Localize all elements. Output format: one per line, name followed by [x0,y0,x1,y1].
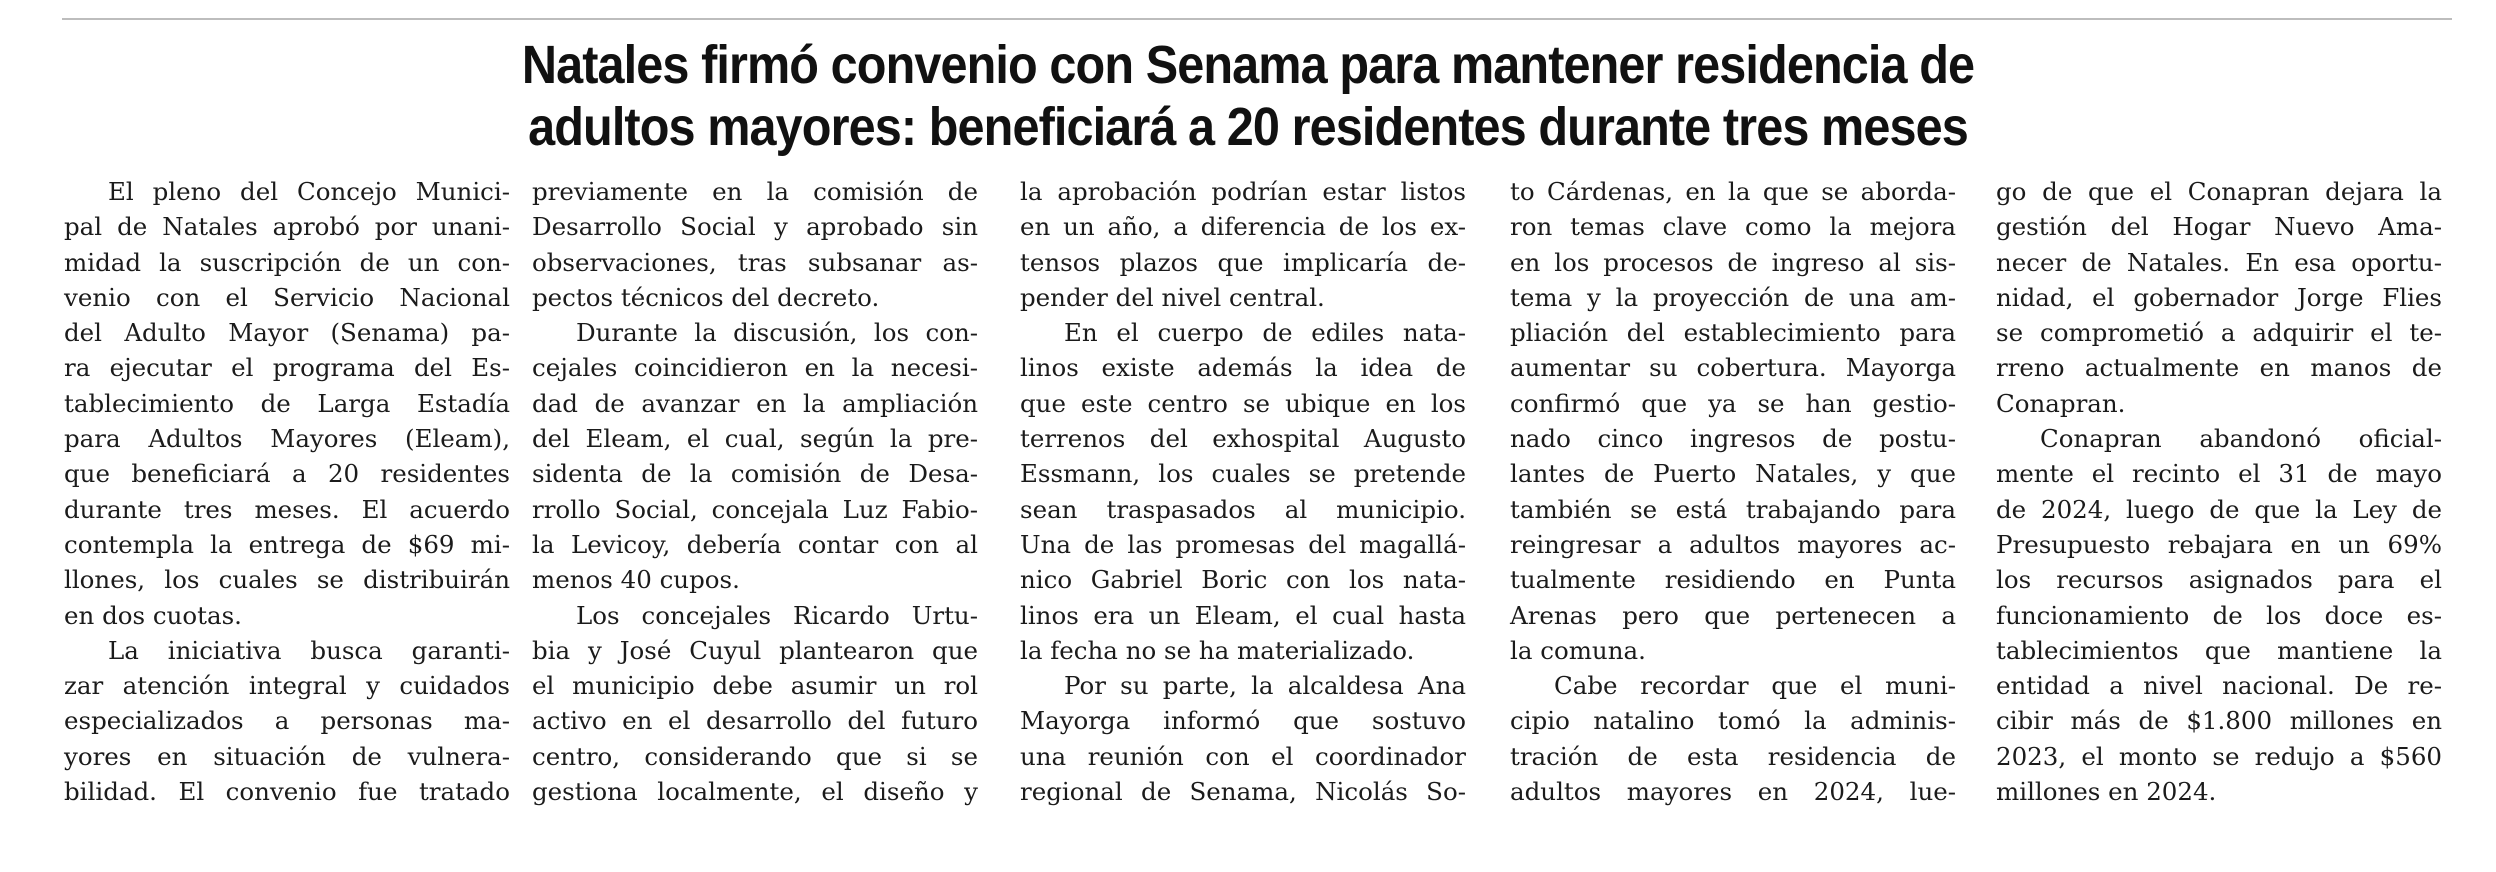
text-line: del Adulto Mayor (Senama) pa- [64,318,510,348]
text-line: tema y la proyección de una am- [1510,282,1956,312]
text-line: que beneficiará a 20 residentes [64,459,510,489]
text-line: cibir más de $1.800 millones en [1996,706,2442,736]
text-line: Arenas pero que pertenecen a [1510,600,1956,630]
text-line: tablecimiento de Larga Estadía [64,388,510,418]
text-line: en dos cuotas. [64,600,242,630]
text-line: reingresar a adultos mayores ac- [1510,529,1956,559]
text-line: gestión del Hogar Nuevo Ama- [1996,212,2442,242]
text-line: Mayorga informó que sostuvo [1020,706,1466,736]
text-line: previamente en la comisión de [532,177,978,206]
text-line: tensos plazos que implicaría de- [1020,247,1466,277]
text-line: activo en el desarrollo del futuro [532,706,978,736]
text-line: la Levicoy, debería contar con al [532,529,978,559]
text-line: to Cárdenas, en la que se aborda- [1510,177,1956,206]
text-line: la aprobación podrían estar listos [1020,177,1466,206]
text-line: cejales coincidieron en la necesi- [532,353,978,383]
text-line: lantes de Puerto Natales, y que [1510,459,1956,489]
text-line: contempla la entrega de $69 mi- [64,529,510,559]
text-line: regional de Senama, Nicolás So- [1020,777,1466,807]
text-line: observaciones, tras subsanar as- [532,247,978,277]
text-line: Presupuesto rebajara en un 69% [1996,529,2442,559]
text-line: sidenta de la comisión de Desa- [532,459,978,489]
text-line: los recursos asignados para el [1996,565,2442,595]
article-column-3 [1020,174,1466,809]
text-line: pender del nivel central. [1020,282,1325,312]
text-line: millones en 2024. [1996,777,2217,807]
text-line: ra ejecutar el programa del Es- [64,353,510,383]
text-line: gestiona localmente, el diseño y [532,777,978,807]
text-line: confirmó que ya se han gestio- [1510,388,1956,418]
text-line: cipio natalino tomó la adminis- [1510,706,1956,736]
text-line: El pleno del Concejo Munici- [108,177,510,206]
text-line: la comuna. [1510,635,1646,665]
article-column-4 [1510,174,1956,809]
text-line: Por su parte, la alcaldesa Ana [1064,671,1466,701]
text-line: nidad, el gobernador Jorge Flies [1996,282,2442,312]
article-column-1 [64,174,510,809]
text-line: linos era un Eleam, el cual hasta [1020,600,1466,630]
text-line: Los concejales Ricardo Urtu- [576,600,978,630]
text-line: sean traspasados al municipio. [1020,494,1466,524]
text-line: que este centro se ubique en los [1020,388,1466,418]
text-line: linos existe además la idea de [1020,353,1466,383]
text-line: también se está trabajando para [1510,494,1956,524]
text-line: rreno actualmente en manos de [1996,353,2442,383]
article-column-2 [532,174,978,809]
text-line: funcionamiento de los doce es- [1996,600,2442,630]
text-line: aumentar su cobertura. Mayorga [1510,353,1956,383]
text-line: llones, los cuales se distribuirán [64,565,510,595]
text-line: menos 40 cupos. [532,565,740,595]
text-line: una reunión con el coordinador [1020,741,1466,771]
text-line: tablecimientos que mantiene la [1996,635,2442,665]
text-line: Cabe recordar que el muni- [1554,671,1956,701]
text-line: bia y José Cuyul plantearon que [532,635,978,665]
text-line: yores en situación de vulnera- [64,741,510,771]
text-line: Conapran abandonó oficial- [2040,424,2442,454]
text-line: zar atención integral y cuidados [64,671,510,701]
text-line: especializados a personas ma- [64,706,510,736]
text-line: centro, considerando que si se [532,741,978,771]
article-column-5 [1996,174,2442,809]
text-line: go de que el Conapran dejara la [1996,177,2442,206]
text-line: en un año, a diferencia de los ex- [1020,212,1466,242]
text-line: 2023, el monto se redujo a $560 [1996,741,2442,771]
text-line: pectos técnicos del decreto. [532,282,880,312]
text-line: rrollo Social, concejala Luz Fabio- [532,494,978,524]
text-line: Una de las promesas del magallá- [1020,529,1466,559]
text-line: para Adultos Mayores (Eleam), [64,424,510,454]
text-line: tración de esta residencia de [1510,741,1956,771]
text-line: tualmente residiendo en Punta [1510,565,1956,595]
text-line: ron temas clave como la mejora [1510,212,1956,242]
text-line: En el cuerpo de ediles nata- [1064,318,1466,348]
text-line: pal de Natales aprobó por unani- [64,212,510,242]
text-line: terrenos del exhospital Augusto [1020,424,1466,454]
text-line: La iniciativa busca garanti- [108,635,510,665]
text-line: del Eleam, el cual, según la pre- [532,424,978,454]
article-headline [233,34,2263,158]
text-line: Essmann, los cuales se pretende [1020,459,1466,489]
text-line: la fecha no se ha materializado. [1020,635,1415,665]
text-line: durante tres meses. El acuerdo [64,494,510,524]
text-line: Conapran. [1996,388,2126,418]
text-line: nado cinco ingresos de postu- [1510,424,1956,454]
text-line: necer de Natales. En esa oportu- [1996,247,2442,277]
text-line: midad la suscripción de un con- [64,247,510,277]
text-line: bilidad. El convenio fue tratado [64,777,510,807]
text-line: mente el recinto el 31 de mayo [1996,459,2442,489]
headline-line-1: Natales firmó convenio con Senama para mantener residencia de [521,35,1975,95]
text-line: adultos mayores en 2024, lue- [1510,777,1956,807]
text-line: el municipio debe asumir un rol [532,671,978,701]
text-line: en los procesos de ingreso al sis- [1510,247,1956,277]
text-line: Durante la discusión, los con- [576,318,978,348]
text-line: nico Gabriel Boric con los nata- [1020,565,1466,595]
text-line: venio con el Servicio Nacional [64,282,510,312]
top-rule [62,18,2452,20]
text-line: de 2024, luego de que la Ley de [1996,494,2442,524]
text-line: dad de avanzar en la ampliación [532,388,978,418]
text-line: se comprometió a adquirir el te- [1996,318,2442,348]
text-line: Desarrollo Social y aprobado sin [532,212,978,242]
text-line: pliación del establecimiento para [1510,318,1956,348]
text-line: entidad a nivel nacional. De re- [1996,671,2442,701]
headline-line-2: adultos mayores: beneficiará a 20 residentes durante tres meses [528,97,1968,157]
